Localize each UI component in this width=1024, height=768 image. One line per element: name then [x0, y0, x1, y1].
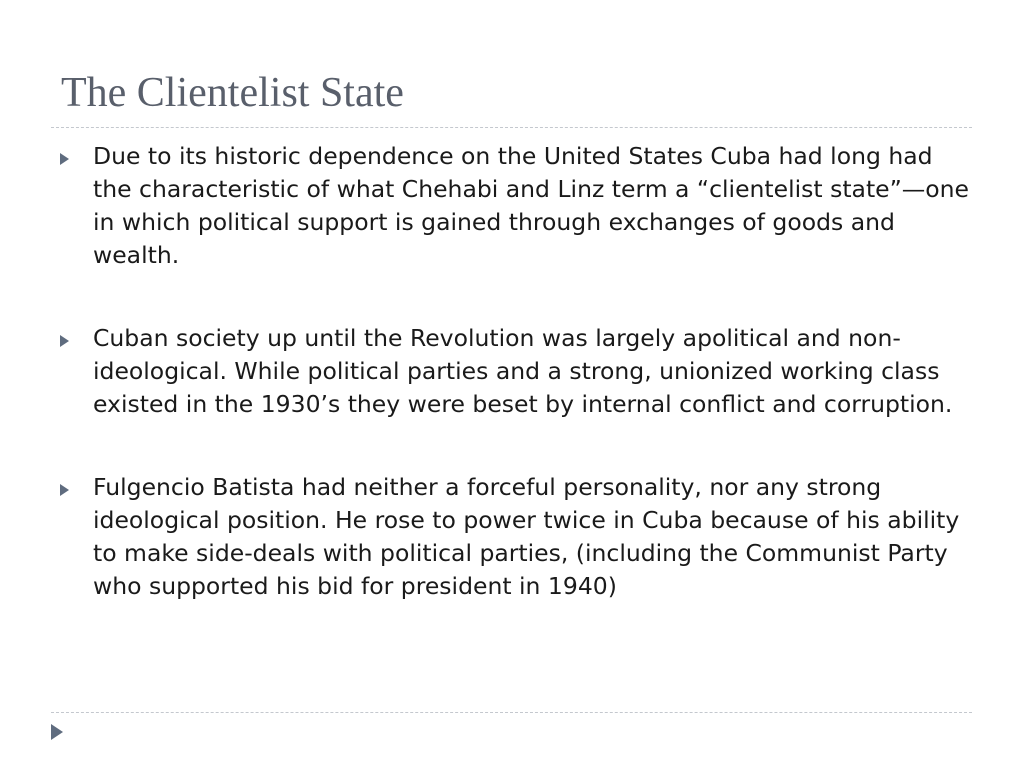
- footer-divider: [51, 712, 972, 713]
- bullet-item: [60, 471, 970, 603]
- title-divider: [51, 127, 972, 128]
- bullet-item: [60, 322, 970, 421]
- triangle-bullet-icon: [60, 335, 69, 347]
- bullet-text: Cuban society up until the Revolution was largely apolitical and non-ideological. While political parties and a strong, unionized working class existed in the 1930’s they were beset by internal conflict and corruption.: [93, 324, 953, 418]
- bullet-item: [60, 140, 970, 272]
- slide-title: The Clientelist State: [61, 70, 404, 116]
- triangle-bullet-icon: [60, 153, 69, 165]
- play-triangle-icon[interactable]: [51, 724, 63, 740]
- triangle-bullet-icon: [60, 484, 69, 496]
- bullet-list: [60, 140, 970, 653]
- bullet-text: Due to its historic dependence on the United States Cuba had long had the characteristic of what Chehabi and Linz term a “clientelist state”—one in which political support is gained through exchanges of goods and wealth.: [93, 142, 970, 269]
- bullet-text: Fulgencio Batista had neither a forceful personality, nor any strong ideological position. He rose to power twice in Cuba because of his ability to make side-deals with political parties, (including the Communist Party who supported his bid for president in 1940): [93, 473, 960, 600]
